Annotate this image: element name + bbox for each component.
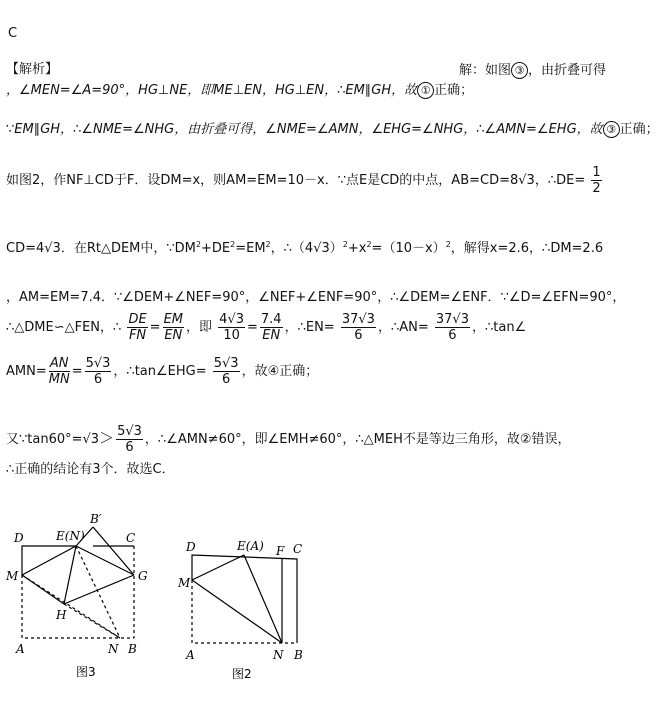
fraction: $\frac{4√3}{10}$ (219, 312, 244, 343)
text-line-3: ∵EM∥GH，∴∠NME=∠NHG，由折叠可得，∠NME=∠AMN，∠EHG=∠NHG，∴∠AMN=∠EHG，故 ③ 正确； (6, 122, 659, 137)
fig3-label-g: G (138, 569, 148, 583)
figure-2-labels (177, 539, 303, 681)
fig3-label-b: B (128, 642, 137, 656)
text-line-9: 又∵tan60°=√3＞ $\frac{5√3}{6}$ ，∴∠AMN≠60°，即∠EMH≠60°，∴△MEH不是等边三角形，故②错误， (6, 424, 571, 455)
fig3-label-n: N (108, 642, 119, 656)
text-line-6: ，AM=EM=7.4．∵∠DEM+∠NEF=90°，∠NEF+∠ENF=90°，∴∠DEM=∠ENF．∵∠D=∠EFN=90°， (6, 290, 626, 305)
fraction: $\frac{EM}{EN}$ (163, 312, 184, 343)
fraction: $\frac{7.4}{EN}$ (260, 312, 282, 343)
circled-number: ③ (511, 62, 528, 79)
fig3-label-h: H (56, 608, 67, 622)
solution-intro: 解：如图 ③ ，由折叠可得 (459, 63, 607, 78)
circled-number: ① (417, 82, 434, 99)
fig3-label-a: A (16, 642, 25, 656)
fraction: $\frac{DE}{FN}$ (128, 312, 147, 343)
fig3-caption: 图3 (76, 665, 96, 679)
fraction: $\frac{5√3}{6}$ (117, 424, 142, 455)
figure-2 (192, 555, 297, 643)
fig2-label-d: D (186, 540, 196, 554)
fig2-label-b: B (294, 648, 303, 662)
fig2-label-ea: E(A) (237, 539, 264, 553)
fig3-label-m: M (6, 569, 19, 583)
figure-3 (22, 527, 134, 638)
circled-number: ③ (603, 121, 620, 138)
text-line-5: CD=4√3．在Rt△DEM中，$\because DM^2+DE^2=EM^2$，$\therefore(4√3)^2+x^2=(10-x)^2$，解得x=2.6，∴DM=2.6 (6, 240, 604, 256)
text-line-2: ，∠MEN=∠A=90°，HG⊥NE，即ME⊥EN，HG⊥EN，∴EM∥GH，故 ① 正确； (6, 83, 474, 98)
text-line-4: 如图2，作NF⊥CD于F．设DM=x，则AM=EM=10－x．∵点E是CD的中点，AB=CD=8√3，∴DE= $\frac{1}{2}$ (6, 165, 601, 196)
fraction: $\frac{5√3}{6}$ (213, 356, 239, 387)
fraction: $\frac{37√3}{6}$ (435, 312, 469, 343)
text-line-8: AMN= $\frac{AN}{MN}$ = $\frac{5√3}{6}$ ，∴tan∠EHG= $\frac{5√3}{6}$ ，故④正确； (6, 356, 319, 387)
fraction: $\frac{1}{2}$ (592, 165, 601, 196)
fig3-label-en: E(N) (56, 529, 85, 543)
fig2-caption: 图2 (232, 667, 252, 681)
fig3-label-bprime: B′ (90, 512, 102, 526)
fig2-label-n: N (273, 648, 284, 662)
fig2-label-c: C (293, 542, 303, 556)
figure-3-labels (5, 512, 148, 679)
text-line-7: ∴△DME∽△FEN，∴ $\frac{DE}{FN}$ = $\frac{EM}{EN}$ ，即 $\frac{4√3}{10}$ = $\frac{7.4}{EN}$ ，∴EN= $\frac{37√3}{6}$ ，∴AN= $\frac{37√3}{6}$ ，∴tan∠ (6, 312, 527, 343)
fig2-label-f: F (276, 544, 285, 558)
answer-line: C (8, 26, 18, 41)
fig2-label-a: A (186, 648, 195, 662)
fraction: $\frac{AN}{MN}$ (48, 356, 70, 387)
analysis-label: 【解析】 (6, 62, 59, 77)
text-line-10: ∴正确的结论有3个．故选C． (6, 462, 175, 477)
fig2-label-m: M (178, 576, 191, 590)
fig3-label-c: C (126, 531, 136, 545)
fig3-label-d: D (14, 531, 24, 545)
fraction: $\frac{37√3}{6}$ (341, 312, 375, 343)
fraction: $\frac{5√3}{6}$ (85, 356, 111, 387)
